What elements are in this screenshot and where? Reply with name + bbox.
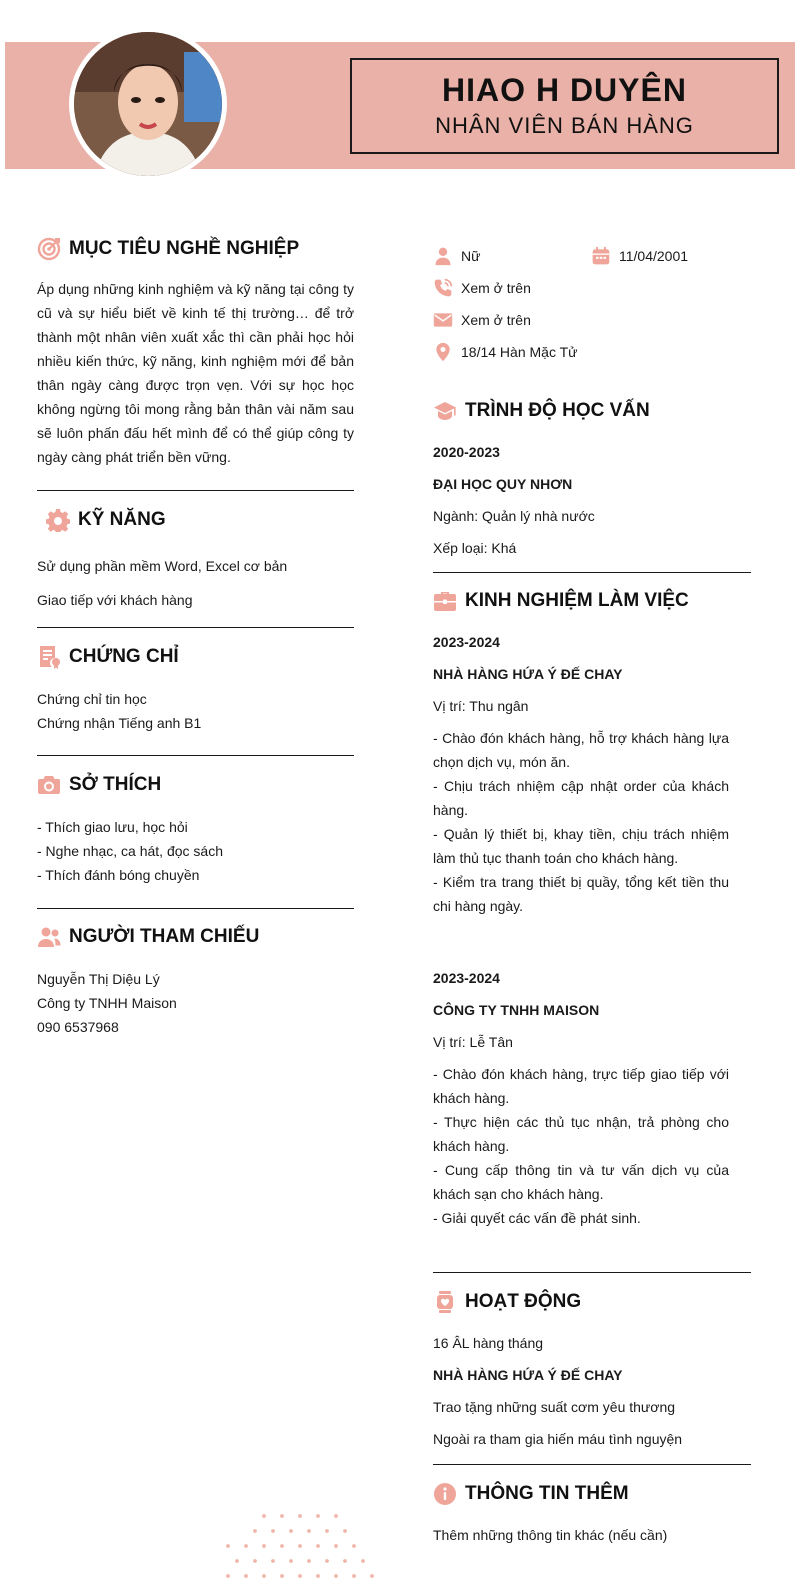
activity-date: 16 ÂL hàng tháng — [433, 1335, 544, 1351]
email-value: Xem ở trên — [461, 312, 531, 328]
decoration-dot — [325, 1529, 329, 1533]
name-box — [350, 58, 779, 154]
certificate-item: Chứng chỉ tin học — [37, 691, 147, 707]
decoration-dot — [226, 1574, 230, 1578]
mail-icon — [433, 310, 453, 330]
job-company: NHÀ HÀNG HỨA Ý ĐẾ CHAY — [433, 666, 623, 682]
section-education-header — [433, 394, 751, 428]
decoration-dot — [298, 1544, 302, 1548]
job-item — [433, 626, 751, 918]
section-title: TRÌNH ĐỘ HỌC VẤN — [465, 400, 650, 421]
section-hobbies-header — [37, 768, 354, 802]
hobby-item: - Nghe nhạc, ca hát, đọc sách — [37, 843, 223, 859]
divider — [37, 490, 354, 491]
decoration-dot — [280, 1574, 284, 1578]
decoration-dot — [352, 1574, 356, 1578]
contact-row-email — [433, 304, 751, 336]
decoration-dot — [352, 1544, 356, 1548]
avatar — [69, 27, 227, 181]
divider — [37, 755, 354, 756]
section-title: SỞ THÍCH — [69, 774, 162, 795]
decoration-dot — [370, 1574, 374, 1578]
graduation-cap-icon — [433, 399, 457, 423]
job-period: 2023-2024 — [433, 634, 500, 650]
section-title: HOẠT ĐỘNG — [465, 1291, 582, 1312]
decoration-dot — [325, 1559, 329, 1563]
info-icon — [433, 1482, 457, 1506]
reference-item: Công ty TNHH Maison — [37, 995, 177, 1011]
activity-org: NHÀ HÀNG HỨA Ý ĐẾ CHAY — [433, 1367, 623, 1383]
decoration-dot — [262, 1544, 266, 1548]
contact-row-phone — [433, 272, 751, 304]
skill-item: Giao tiếp với khách hàng — [37, 592, 193, 608]
left-column — [37, 232, 354, 1039]
section-title: THÔNG TIN THÊM — [465, 1483, 629, 1504]
decoration-dot — [235, 1559, 239, 1563]
divider — [433, 1272, 751, 1273]
decoration-dot — [280, 1544, 284, 1548]
decoration-dot — [307, 1559, 311, 1563]
skills-list — [37, 549, 354, 617]
job-position: Vị trí: Thu ngân — [433, 698, 529, 714]
decoration-dot — [316, 1514, 320, 1518]
portrait-photo-icon — [74, 32, 222, 176]
candidate-role: NHÂN VIÊN BÁN HÀNG — [435, 113, 694, 138]
section-title: MỤC TIÊU NGHỀ NGHIỆP — [69, 238, 300, 259]
decoration-dot — [289, 1529, 293, 1533]
people-icon — [37, 925, 61, 949]
references-list — [37, 967, 354, 1039]
divider — [433, 572, 751, 573]
decoration-dot — [334, 1574, 338, 1578]
education-grade: Xếp loại: Khá — [433, 540, 517, 556]
decoration-dot — [307, 1529, 311, 1533]
reference-item: 090 6537968 — [37, 1019, 119, 1035]
address-value: 18/14 Hàn Mặc Tử — [461, 344, 578, 360]
certificate-icon — [37, 645, 61, 669]
section-title: NGƯỜI THAM CHIẾU — [69, 926, 260, 947]
section-title: KINH NGHIỆM LÀM VIỆC — [465, 590, 689, 611]
section-extra-header — [433, 1477, 751, 1511]
right-column — [433, 240, 751, 1551]
job-company: CÔNG TY TNHH MAISON — [433, 1002, 600, 1018]
decoration-dot — [244, 1544, 248, 1548]
reference-item: Nguyễn Thị Diệu Lý — [37, 971, 160, 987]
decoration-dot — [334, 1544, 338, 1548]
dot-pattern-decoration — [210, 1510, 388, 1593]
activity-item: Ngoài ra tham gia hiến máu tình nguyện — [433, 1431, 683, 1447]
phone-value: Xem ở trên — [461, 280, 531, 296]
decoration-dot — [244, 1574, 248, 1578]
decoration-dot — [343, 1529, 347, 1533]
job-position: Vị trí: Lễ Tân — [433, 1034, 513, 1050]
candidate-name: HIAO H DUYÊN — [442, 72, 687, 108]
section-title: KỸ NĂNG — [78, 509, 166, 530]
gender-field — [433, 246, 591, 266]
badge-heart-icon — [433, 1290, 457, 1314]
education-block — [433, 436, 751, 564]
camera-icon — [37, 773, 61, 797]
certificate-item: Chứng nhận Tiếng anh B1 — [37, 715, 202, 731]
contact-row-address — [433, 336, 751, 368]
calendar-icon — [591, 246, 611, 266]
education-period: 2020-2023 — [433, 444, 500, 460]
gear-icon — [46, 508, 70, 532]
decoration-dot — [334, 1514, 338, 1518]
decoration-dot — [316, 1574, 320, 1578]
section-title: CHỨNG CHỈ — [69, 646, 179, 667]
section-activities-header — [433, 1285, 751, 1319]
job-description: - Chào đón khách hàng, trực tiếp giao tiếp với khách hàng. - Thực hiện các thủ tục nhận, trả phòng cho khách hàng. - Cung cấp thông tin và tư vấn dịch vụ của khách sạn cho khách hàng. - Giải quyết các vấn đề phát sinh. — [433, 1066, 729, 1226]
job-period: 2023-2024 — [433, 970, 500, 986]
objective-text: Áp dụng những kinh nghiệm và kỹ năng tại công ty cũ và sự hiểu biết về kinh tế thị trường… để trở thành một nhân viên xuất xắc thì cần phải học hỏi nhiều kiến thức, kỹ năng, kinh nghiệm mới để bản thân ngày càng được trọn vẹn. Với sự học học không ngừng tôi mong rằng bản thân vài năm sau sẽ luôn phấn đấu hết mình để có thể giúp công ty ngày càng phát triển bền vững. — [37, 281, 354, 465]
section-certificates-header — [37, 640, 354, 674]
decoration-dot — [343, 1559, 347, 1563]
decoration-dot — [361, 1559, 365, 1563]
decoration-dot — [262, 1514, 266, 1518]
section-skills-header — [37, 503, 354, 537]
target-icon — [37, 237, 61, 261]
decoration-dot — [253, 1559, 257, 1563]
job-item — [433, 962, 751, 1230]
job-description: - Chào đón khách hàng, hỗ trợ khách hàng lựa chọn dịch vụ, món ăn. - Chịu trách nhiệm cập nhật order của khách hàng. - Quản lý thiết bị, khay tiền, chịu trách nhiệm làm thủ tục thanh toán cho khách hàng. - Kiểm tra trang thiết bị quầy, tổng kết tiền thu chi hàng ngày. — [433, 730, 729, 914]
education-major: Ngành: Quản lý nhà nước — [433, 508, 595, 524]
decoration-dot — [316, 1544, 320, 1548]
birthday-field — [591, 246, 749, 266]
section-references-header — [37, 920, 354, 954]
skill-item: Sử dụng phần mềm Word, Excel cơ bản — [37, 558, 288, 574]
extra-text: Thêm những thông tin khác (nếu cần) — [433, 1527, 668, 1543]
divider — [433, 1464, 751, 1465]
phone-icon — [433, 278, 453, 298]
activities-block — [433, 1327, 751, 1455]
contact-row-gender-birthday — [433, 240, 751, 272]
location-pin-icon — [433, 342, 453, 362]
divider — [37, 908, 354, 909]
decoration-dot — [226, 1544, 230, 1548]
decoration-dot — [262, 1574, 266, 1578]
decoration-dot — [298, 1574, 302, 1578]
hobby-item: - Thích giao lưu, học hỏi — [37, 819, 188, 835]
education-school: ĐẠI HỌC QUY NHƠN — [433, 476, 573, 492]
certificates-list — [37, 687, 354, 735]
hobby-item: - Thích đánh bóng chuyền — [37, 867, 200, 883]
section-experience-header — [433, 584, 751, 618]
decoration-dot — [298, 1514, 302, 1518]
decoration-dot — [271, 1529, 275, 1533]
birthday-value: 11/04/2001 — [619, 248, 689, 264]
briefcase-icon — [433, 589, 457, 613]
gender-value: Nữ — [461, 248, 481, 264]
user-icon — [433, 246, 453, 266]
hobbies-list — [37, 815, 354, 887]
decoration-dot — [280, 1514, 284, 1518]
divider — [37, 627, 354, 628]
section-objective-header — [37, 232, 354, 266]
decoration-dot — [289, 1559, 293, 1563]
decoration-dot — [253, 1529, 257, 1533]
activity-item: Trao tặng những suất cơm yêu thương — [433, 1399, 676, 1415]
decoration-dot — [271, 1559, 275, 1563]
